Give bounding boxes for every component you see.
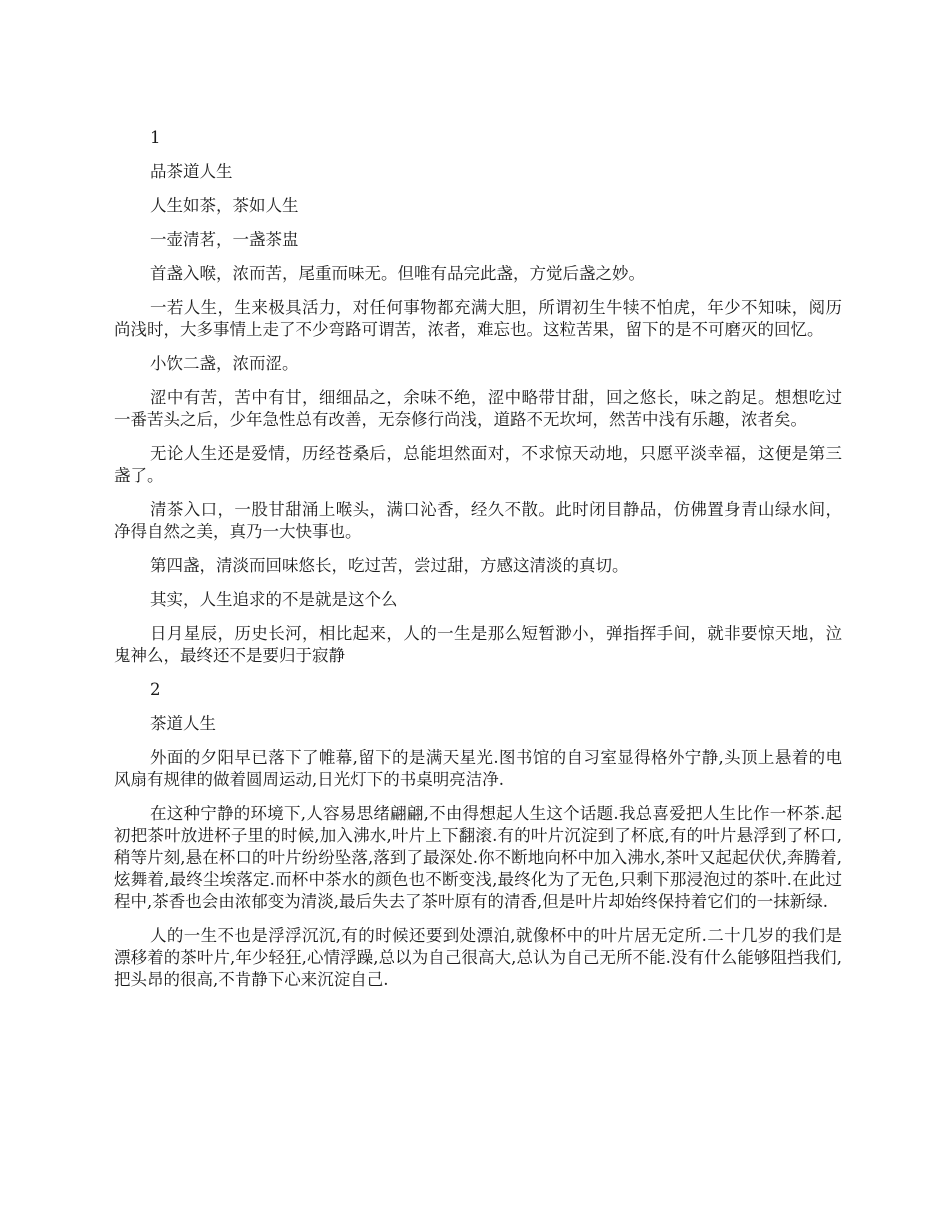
paragraph: 清茶入口，一股甘甜涌上喉头，满口沁香，经久不散。此时闭目静品，仿佛置身青山绿水间，净得自然之美，真乃一大快事也。 [114,500,842,541]
paragraph: 日月星辰，历史长河，相比起来，人的一生是那么短暂渺小，弹指挥手间，就非要惊天地，泣鬼神么，最终还不是要归于寂静 [114,624,842,665]
paragraph: 其实，人生追求的不是就是这个么 [150,590,398,609]
document-body [114,127,842,1003]
paragraph: 无论人生还是爱情，历经苍桑后，总能坦然面对，不求惊天动地，只愿平淡幸福，这便是第三盏了。 [114,444,842,485]
section-number: 2 [150,680,161,699]
paragraph: 第四盏，清淡而回味悠长，吃过苦，尝过甜，方感这清淡的真切。 [150,556,629,575]
paragraph: 外面的夕阳早已落下了帷幕,留下的是满天星光.图书馆的自习室显得格外宁静,头顶上悬着的电风扇有规律的做着圆周运动,日光灯下的书桌明亮洁净. [114,748,842,789]
paragraph: 一壶清茗，一盏茶盅 [150,230,299,249]
paragraph: 人生如茶，茶如人生 [150,196,299,215]
paragraph: 一若人生，生来极具活力，对任何事物都充满大胆，所谓初生牛犊不怕虎，年少不知味，阅历尚浅时，大多事情上走了不少弯路可谓苦，浓者，难忘也。这粒苦果，留下的是不可磨灭的回忆。 [114,298,842,339]
paragraph: 人的一生不也是浮浮沉沉,有的时候还要到处漂泊,就像杯中的叶片居无定所.二十几岁的我们是漂移着的茶叶片,年少轻狂,心情浮躁,总以为自己很高大,总认为自己无所不能.没有什么能够阻挡我们,把头昂的很高,不肯静下心来沉淀自己. [114,926,842,989]
section-title: 品茶道人生 [150,162,233,181]
section-number: 1 [150,128,161,147]
paragraph: 首盏入喉，浓而苦，尾重而味无。但唯有品完此盏，方觉后盏之妙。 [150,264,645,283]
paragraph: 涩中有苦，苦中有甘，细细品之，余味不绝，涩中略带甘甜，回之悠长，味之韵足。想想吃过一番苦头之后，少年急性总有改善，无奈修行尚浅，道路不无坎坷，然苦中浅有乐趣，浓者矣。 [114,388,842,429]
section-title: 茶道人生 [150,714,216,733]
paragraph: 小饮二盏，浓而涩。 [150,354,299,373]
paragraph: 在这种宁静的环境下,人容易思绪翩翩,不由得想起人生这个话题.我总喜爱把人生比作一杯茶.起初把茶叶放进杯子里的时候,加入沸水,叶片上下翻滚.有的叶片沉淀到了杯底,有的叶片悬浮到了杯口,稍等片刻,悬在杯口的叶片纷纷坠落,落到了最深处.你不断地向杯中加入沸水,茶叶又起起伏伏,奔腾着,炫舞着,最终尘埃落定.而杯中茶水的颜色也不断变浅,最终化为了无色,只剩下那浸泡过的茶叶.在此过程中,茶香也会由浓郁变为清淡,最后失去了茶叶原有的清香,但是叶片却始终保持着它们的一抹新绿. [114,804,842,911]
